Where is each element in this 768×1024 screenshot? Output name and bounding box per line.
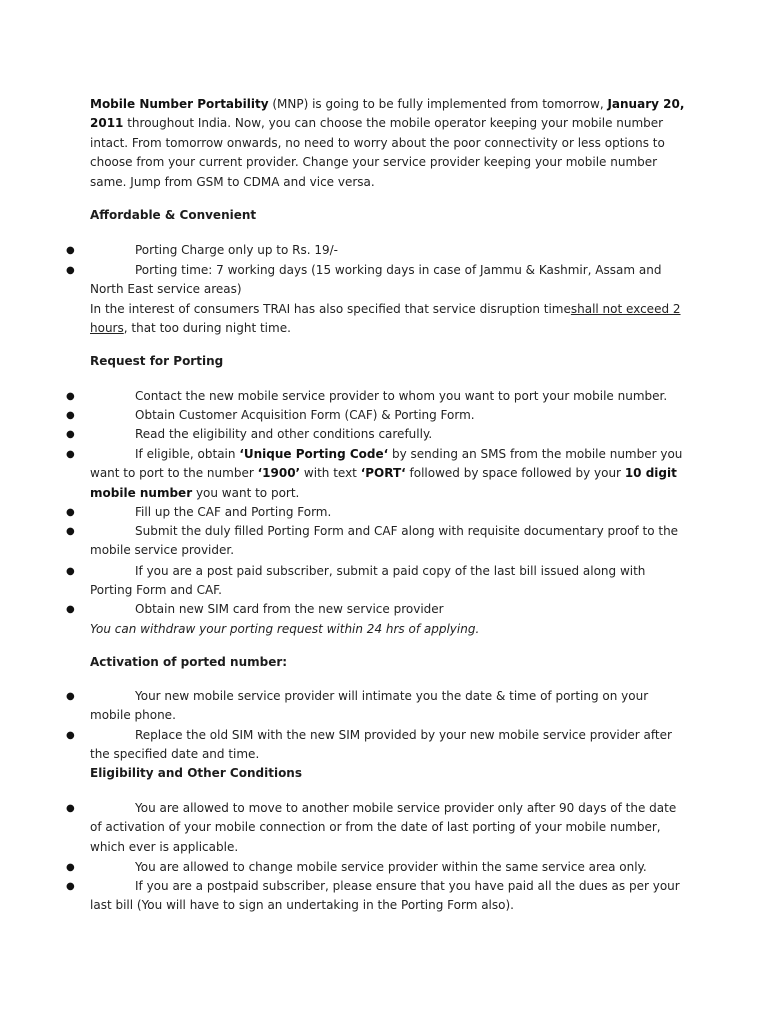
eligible-c: by sending an SMS from the mobile number you want to port to the number [90, 447, 683, 481]
eligible-port: ‘PORT‘ [360, 466, 406, 481]
request-item-2-text: Obtain Customer Acquisition Form (CAF) & Porting Form. [135, 408, 475, 422]
eligible-e: with text [300, 466, 361, 481]
bullet-request-2: ● [66, 410, 75, 421]
affordable-note-underline: shall not exceed 2 hours [90, 302, 681, 336]
affordable-item-1-text: Porting Charge only up to Rs. 19/- [135, 243, 338, 257]
affordable-item-1 [90, 241, 690, 260]
bullet-request-1: ● [66, 391, 75, 402]
request-item-8 [90, 600, 690, 619]
heading-affordable: Affordable & Convenient [90, 208, 257, 222]
bullet-eligibility-2: ● [66, 862, 75, 873]
bullet-affordable-1: ● [66, 245, 75, 256]
request-item-5-text: Fill up the CAF and Porting Form. [135, 505, 332, 519]
affordable-item-2-text: Porting time: 7 working days (15 working days in case of Jammu & Kashmir, Assam and North East service areas) [90, 263, 662, 297]
bullet-request-4: ● [66, 449, 75, 460]
request-item-7 [90, 562, 690, 601]
bullet-activation-1: ● [66, 691, 75, 702]
eligibility-item-1-text: You are allowed to move to another mobile service provider only after 90 days of the date of activation of your mobile connection or from the date of last porting of your mobile number, which ever is applicable. [90, 801, 677, 854]
intro-term: Mobile Number Portability [90, 97, 269, 111]
intro-text-1: (MNP) is going to be fully implemented from tomorrow, [268, 97, 608, 111]
bullet-request-5: ● [66, 507, 75, 518]
request-item-6 [90, 522, 690, 561]
request-item-6-text: Submit the duly filled Porting Form and CAF along with requisite documentary proof to the mobile service provider. [90, 524, 679, 558]
request-item-eligible [90, 445, 690, 503]
eligibility-item-1 [90, 799, 690, 857]
eligibility-item-2 [90, 858, 690, 877]
request-item-3-text: Read the eligibility and other conditions carefully. [135, 427, 433, 441]
activation-item-2-text: Replace the old SIM with the new SIM provided by your new mobile service provider after the specified date and time. [90, 728, 672, 762]
bullet-request-3: ● [66, 429, 75, 440]
bullet-request-8: ● [66, 604, 75, 615]
affordable-note-before: In the interest of consumers TRAI has also specified that service disruption time [90, 302, 571, 316]
intro-date-1: January 20, [607, 97, 685, 111]
eligible-g: followed by space followed by your [405, 466, 625, 481]
eligible-a: If eligible, obtain [135, 447, 240, 461]
eligibility-item-3-text: If you are a postpaid subscriber, please ensure that you have paid all the dues as per your last bill (You will have to sign an undertaking in the Porting Form also). [90, 879, 680, 913]
intro-paragraph [90, 95, 690, 192]
eligibility-item-2-text: You are allowed to change mobile service provider within the same service area only. [135, 860, 647, 874]
request-item-5 [90, 503, 690, 522]
eligible-10-digit: 10 digit mobile number [90, 466, 677, 500]
request-item-8-text: Obtain new SIM card from the new service provider [135, 602, 444, 616]
eligible-unique-code: ‘Unique Porting Code‘ [239, 447, 389, 461]
activation-item-1-text: Your new mobile service provider will intimate you the date & time of porting on your mobile phone. [90, 689, 649, 723]
request-item-7-text: If you are a post paid subscriber, submit a paid copy of the last bill issued along with Porting Form and CAF. [90, 564, 646, 598]
bullet-eligibility-3: ● [66, 881, 75, 892]
request-item-2 [90, 406, 690, 425]
heading-activation: Activation of ported number: [90, 655, 288, 669]
eligible-number: ‘1900’ [257, 466, 301, 481]
heading-request: Request for Porting [90, 354, 224, 368]
bullet-activation-2: ● [66, 730, 75, 741]
intro-date-2: 2011 [90, 116, 124, 131]
activation-item-1 [90, 687, 690, 726]
affordable-item-2 [90, 261, 690, 300]
activation-item-2 [90, 726, 690, 765]
bullet-request-7: ● [66, 566, 75, 577]
request-note: You can withdraw your porting request within 24 hrs of applying. [90, 622, 480, 636]
bullet-request-6: ● [66, 526, 75, 537]
bullet-affordable-2: ● [66, 265, 75, 276]
eligibility-item-3 [90, 877, 690, 916]
eligible-i: you want to port. [192, 485, 300, 500]
request-item-1-text: Contact the new mobile service provider to whom you want to port your mobile number. [135, 389, 668, 403]
request-item-3 [90, 425, 690, 444]
request-item-1 [90, 387, 690, 406]
affordable-note [90, 300, 690, 339]
heading-eligibility: Eligibility and Other Conditions [90, 766, 302, 780]
affordable-note-after: , that too during night time. [123, 321, 291, 336]
intro-text-2: throughout India. Now, you can choose the mobile operator keeping your mobile number intact. From tomorrow onwards, no need to worry about the poor connectivity or less options to choose from your current provider. Change your service provider keeping your mobile number same. Jump from GSM to CDMA and vice versa. [90, 116, 665, 189]
bullet-eligibility-1: ● [66, 803, 75, 814]
